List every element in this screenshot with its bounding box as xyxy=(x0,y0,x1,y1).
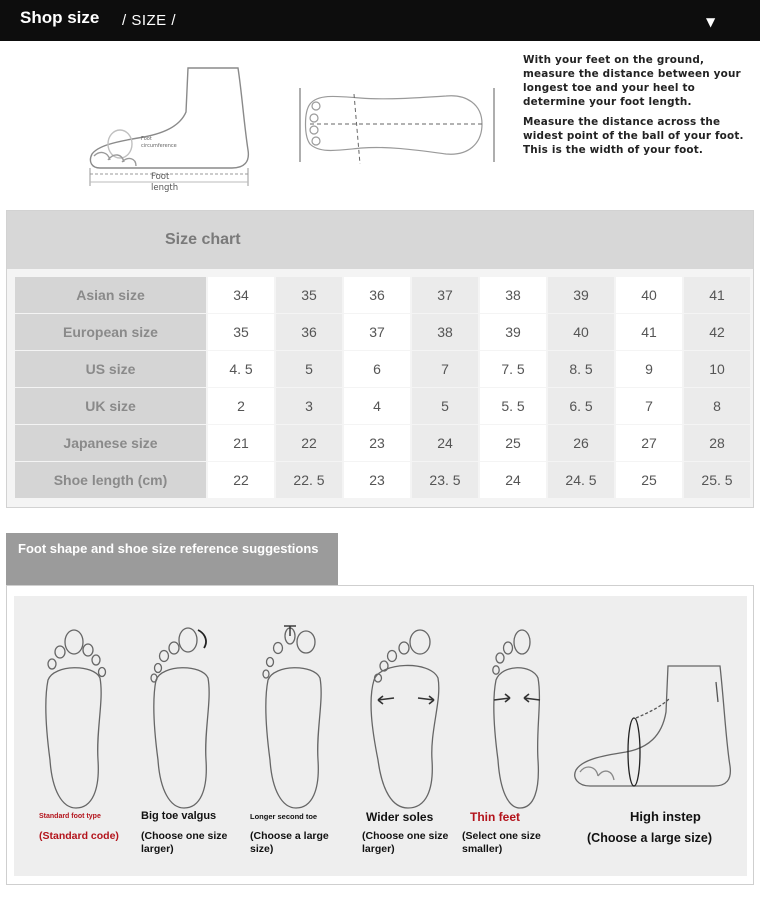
standard-foot-icon xyxy=(34,620,114,810)
size-chart-cell: 27 xyxy=(616,425,682,461)
foot-type-note-thin-feet: (Select one size smaller) xyxy=(462,830,541,855)
size-chart-title: Size chart xyxy=(165,231,241,248)
foot-type-note-big-toe-valgus: (Choose one size larger) xyxy=(141,830,228,855)
size-chart-cell: 5 xyxy=(276,351,342,387)
thin-feet-foot-icon xyxy=(478,620,558,810)
foot-shape-grid xyxy=(14,596,747,876)
size-chart-cell: 7 xyxy=(412,351,478,387)
size-chart-cell: 10 xyxy=(684,351,750,387)
size-chart-cell: 36 xyxy=(344,277,410,313)
size-chart-cell: 8. 5 xyxy=(548,351,614,387)
foot-type-name-standard: Standard foot type xyxy=(39,813,101,820)
size-chart-cell: 39 xyxy=(480,314,546,350)
size-chart-cell: 5 xyxy=(412,388,478,424)
size-chart-cell: 7. 5 xyxy=(480,351,546,387)
size-chart-cell: 23 xyxy=(344,425,410,461)
size-chart-cell: 9 xyxy=(616,351,682,387)
foot-shape-title: Foot shape and shoe size reference suggestions xyxy=(18,541,319,556)
size-chart-cell: 41 xyxy=(684,277,750,313)
longer-second-toe-foot-icon xyxy=(254,620,334,810)
size-chart-header xyxy=(7,211,753,269)
size-chart xyxy=(6,210,754,508)
page-subtitle: / SIZE / xyxy=(122,12,177,29)
size-chart-cell: 6 xyxy=(344,351,410,387)
size-chart-cell: 42 xyxy=(684,314,750,350)
size-chart-cell: 35 xyxy=(208,314,274,350)
foot-type-name-big-toe-valgus: Big toe valgus xyxy=(141,810,217,822)
foot-type-note-standard: (Standard code) xyxy=(39,830,119,842)
size-chart-row-label: Shoe length (cm) xyxy=(15,462,206,498)
size-chart-cell: 6. 5 xyxy=(548,388,614,424)
size-chart-row-label: European size xyxy=(15,314,206,350)
big-toe-valgus-foot-icon xyxy=(142,620,222,810)
size-chart-cell: 22 xyxy=(208,462,274,498)
foot-type-name-wider-soles: Wider soles xyxy=(366,810,434,824)
instruction-width: Measure the distance across the widest point of the ball of your foot. This is the width of your foot. xyxy=(523,116,744,156)
foot-length-label: Foot length xyxy=(151,172,179,193)
high-instep-foot-icon xyxy=(570,662,738,792)
foot-sole-view-illustration xyxy=(296,84,498,166)
size-chart-cell: 37 xyxy=(344,314,410,350)
wider-soles-foot-icon xyxy=(364,620,450,810)
size-chart-row-label: US size xyxy=(15,351,206,387)
size-chart-cell: 25. 5 xyxy=(684,462,750,498)
size-chart-cell: 39 xyxy=(548,277,614,313)
size-chart-cell: 41 xyxy=(616,314,682,350)
size-chart-cell: 4. 5 xyxy=(208,351,274,387)
foot-shape-header xyxy=(6,533,338,585)
size-chart-cell: 25 xyxy=(616,462,682,498)
size-chart-cell: 5. 5 xyxy=(480,388,546,424)
foot-circumference-label: Foot circumference xyxy=(141,136,177,149)
foot-type-name-longer-second-toe: Longer second toe xyxy=(250,812,318,821)
foot-type-note-wider-soles: (Choose one size larger) xyxy=(362,830,449,855)
size-chart-cell: 37 xyxy=(412,277,478,313)
foot-shape-panel xyxy=(6,585,754,885)
size-chart-cell: 34 xyxy=(208,277,274,313)
size-chart-cell: 22. 5 xyxy=(276,462,342,498)
size-chart-cell: 8 xyxy=(684,388,750,424)
size-chart-cell: 3 xyxy=(276,388,342,424)
size-chart-cell: 23. 5 xyxy=(412,462,478,498)
size-chart-cell: 2 xyxy=(208,388,274,424)
size-chart-cell: 38 xyxy=(480,277,546,313)
size-chart-cell: 35 xyxy=(276,277,342,313)
foot-type-name-high-instep: High instep xyxy=(630,809,701,824)
size-chart-cell: 40 xyxy=(548,314,614,350)
size-chart-cell: 24. 5 xyxy=(548,462,614,498)
instruction-length: With your feet on the ground, measure the distance between your longest toe and your heel to determine your foot length. xyxy=(523,54,741,108)
measurement-instructions xyxy=(523,53,748,163)
size-chart-cell: 25 xyxy=(480,425,546,461)
size-chart-cell: 23 xyxy=(344,462,410,498)
size-chart-cell: 38 xyxy=(412,314,478,350)
page-title: Shop size xyxy=(20,8,100,27)
size-chart-cell: 4 xyxy=(344,388,410,424)
size-chart-cell: 7 xyxy=(616,388,682,424)
dropdown-arrow-icon[interactable]: ▼ xyxy=(706,15,716,29)
size-chart-row-label: UK size xyxy=(15,388,206,424)
size-chart-cell: 28 xyxy=(684,425,750,461)
size-chart-cell: 36 xyxy=(276,314,342,350)
size-chart-cell: 24 xyxy=(480,462,546,498)
size-chart-cell: 40 xyxy=(616,277,682,313)
foot-type-name-thin-feet: Thin feet xyxy=(470,810,520,824)
header-bar xyxy=(0,0,760,41)
size-chart-cell: 21 xyxy=(208,425,274,461)
foot-type-note-high-instep: (Choose a large size) xyxy=(587,831,713,845)
size-chart-row-label: Japanese size xyxy=(15,425,206,461)
size-chart-row-label: Asian size xyxy=(15,277,206,313)
size-chart-cell: 24 xyxy=(412,425,478,461)
size-chart-cell: 26 xyxy=(548,425,614,461)
foot-type-note-longer-second-toe: (Choose a large size) xyxy=(250,830,329,855)
size-chart-cell: 22 xyxy=(276,425,342,461)
